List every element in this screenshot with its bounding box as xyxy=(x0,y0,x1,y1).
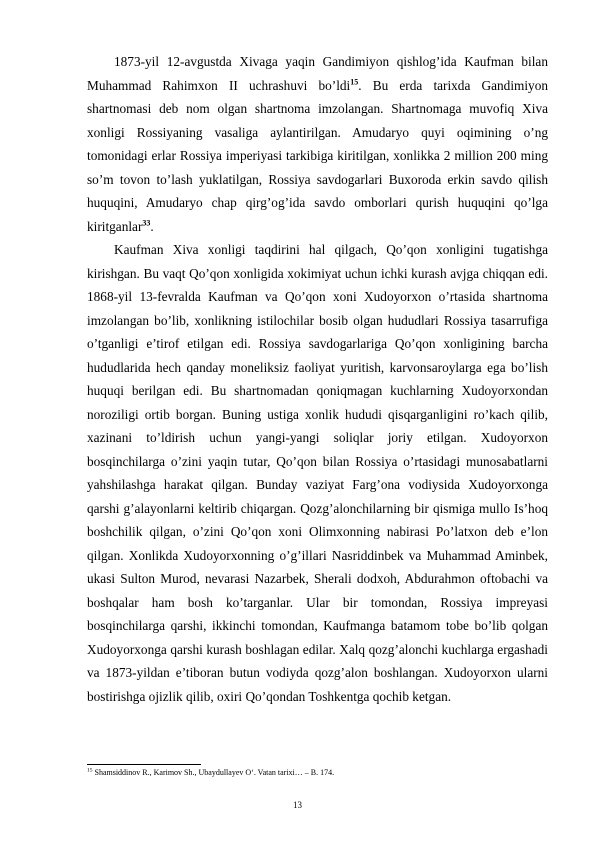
paragraph-2: Kaufman Xiva xonligi taqdirini hal qilgach, Qo’qon xonligini tugatishga kirishgan. Bu vaqt Qo’qon xonligida xokimiyat uchun ichki kurash avjga chiqqan edi. 1868-yil 13-fevralda Kaufman va Qo’qon xoni Xudoyorxon o’rtasida shartnoma imzolangan bo’lib, xonlikning istilochilar bosib olgan hududlari Rossiya tasarrufiga o’tganligi e’tirof etilgan edi. Rossiya savdogarlariga Qo’qon xonligining barcha hududlarida hech qanday moneliksiz faoliyat yuritish, karvonsaroylarga ega bo’lish huquqi berilgan edi. Bu shartnomadan qoniqmagan kuchlarning Xudoyorxondan noroziligi ortib borgan. Buning ustiga xonlik hududi qisqarganligini ro’kach qilib, xazinani to’ldirish uchun yangi-yangi soliqlar joriy etilgan. Xudoyorxon bosqinchilarga o’zini yaqin tutar, Qo’qon bilan Rossiya o’rtasidagi munosabatlarni yahshilashga harakat qilgan. Bunday vaziyat Farg’ona vodiysida Xudoyorxonga qarshi g’alayonlarni keltirib chiqargan. Qozg’alonchilarning bir qismiga mullo Is’hoq boshchilik qilgan, o’zini Qo’qon xoni Olimxonning nabirasi Po’latxon deb e’lon qilgan. Xonlikda Xudoyorxonning o’g’illari Nasriddinbek va Muhammad Aminbek, ukasi Sulton Murod, nevarasi Nazarbek, Sherali dodxoh, Abdurahmon oftobachi va boshqalar ham bosh ko’targanlar. Ular bir tomondan, Rossiya impreyasi bosqinchilarga qarshi, ikkinchi tomondan, Kaufmanga batamom tobe bo’lib qolgan Xudoyorxonga qarshi kurash boshlagan edilar. Xalq qozg’alonchi kuchlarga ergashadi va 1873-yildan e’tiboran butun vodiyda qozg’alon boshlangan. Xudoyorxon ularni bostirishga ojizlik qilib, oxiri Qo’qondan Toshkentga qochib ketgan. xyxy=(87,242,548,704)
footnote-number: 15 xyxy=(87,767,93,774)
footnote-ref-33[interactable]: 33 xyxy=(142,218,151,228)
footnote-divider xyxy=(87,764,201,765)
footnote-text: Shamsiddinov R., Karimov Sh., Ubaydullayev O‘. Vatan tarixi… – B. 174. xyxy=(92,768,335,777)
paragraph-1-text-start: 1873-yil 12-avgustda Xivaga yaqin Gandimiyon qishlog’ida Kaufman bilan Muhammad Rahimxon II uchrashuvi bo’ldi xyxy=(87,54,548,93)
page-number: 13 xyxy=(293,800,302,810)
paragraph-1 xyxy=(87,50,548,238)
footnote xyxy=(87,767,548,778)
paragraph-1-text-end: . xyxy=(150,218,154,234)
paragraph-1-text-middle: . Bu erda tarixda Gandimiyon shartnomasi deb nom olgan shartnoma imzolangan. Shartnomaga muvofiq Xiva xonligi Rossiyaning vasaliga aylantirilgan. Amudaryo quyi oqimining o’ng tomonidagi erlar Rossiya imperiyasi tarkibiga kiritilgan, xonlikka 2 million 200 ming so’m tovon to’lash yuklatilgan, Rossiya savdogarlari Buxoroda erkin savdo qilish huquqini, Amudaryo chap qirg’og’ida savdo omborlari qurish huquqini qo’lga kiritganlar xyxy=(87,77,548,234)
page-body xyxy=(87,50,548,708)
footnote-ref-15[interactable]: 15 xyxy=(350,77,359,87)
